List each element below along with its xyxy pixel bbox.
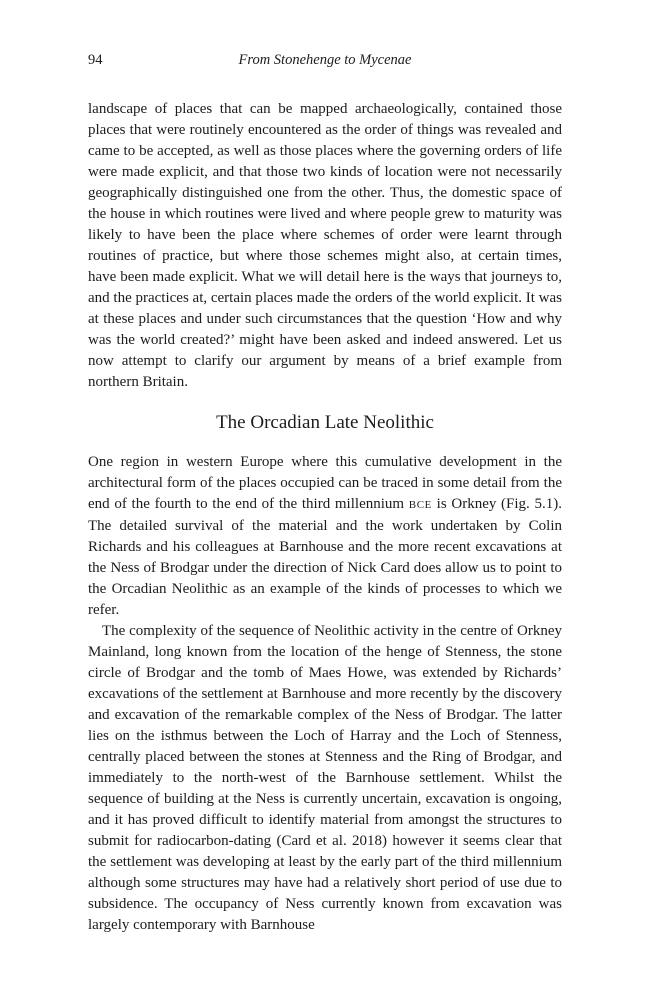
paragraph-orkney-text-2: is Orkney (Fig. 5.1). The detailed survival of the material and the work undertaken by Colin Richards and his colleagues at Barnhouse and the more recent excavations at the Ness of Brodgar under the direction of Nick Card does allow us to point to the Orcadian Neolithic as an example of the kinds of processes to which we refer. (88, 496, 562, 618)
paragraph-continued: landscape of places that can be mapped archaeologically, contained those places that were routinely encountered as the order of things was revealed and came to be accepted, as well as those places where the governing orders of life were made explicit, and that those two kinds of location were not necessarily geographically distinguished one from the other. Thus, the domestic space of the house in which routines were lived and where people grew to maturity was likely to have been the place where schemes of order were learnt through routines of practice, but where those schemes might also, at certain times, have been made explicit. What we will detail here is the ways that journeys to, and the practices at, certain places made the orders of the world explicit. It was at these places and under such circumstances that the question ‘How and why was the world created?’ might have been asked and indeed answered. Let us now attempt to clarify our argument by means of a brief example from northern Britain. (88, 101, 562, 390)
running-title: From Stonehenge to Mycenae (238, 52, 412, 68)
paragraph-complexity: The complexity of the sequence of Neolithic activity in the centre of Orkney Mainland, long known from the location of the henge of Stenness, the stone circle of Brodgar and the tomb of Maes Howe, was extended by Richards’ excavations of the settlement at Barnhouse and more recently by the discovery and excavation of the remarkable complex of the Ness of Brodgar. The latter lies on the isthmus between the Loch of Harray and the Loch of Stenness, centrally placed between the stones at Stenness and the Ring of Brodgar, and immediately to the north-west of the Barnhouse settlement. Whilst the sequence of building at the Ness is currently uncertain, excavation is ongoing, and it has proved difficult to identify material from amongst the structures to submit for radiocarbon-dating (Card et al. 2018) however it seems clear that the settlement was developing at least by the early part of the third millennium although some structures may have had a relatively short period of use due to subsidence. The occupancy of Ness currently known from excavation was largely contemporary with Barnhouse (88, 623, 562, 933)
paragraph-orkney (88, 452, 562, 621)
running-head (88, 52, 562, 72)
section-heading: The Orcadian Late Neolithic (216, 412, 434, 433)
body-text-top (88, 99, 562, 393)
body-text-section (88, 452, 562, 936)
page-number: 94 (88, 52, 103, 68)
era-label: BCE (408, 499, 432, 511)
paragraph-orkney-text-1: One region in western Europe where this cumulative development in the architectural form of the places occupied can be traced in some detail from the end of the fourth to the end of the third millennium (88, 454, 562, 512)
